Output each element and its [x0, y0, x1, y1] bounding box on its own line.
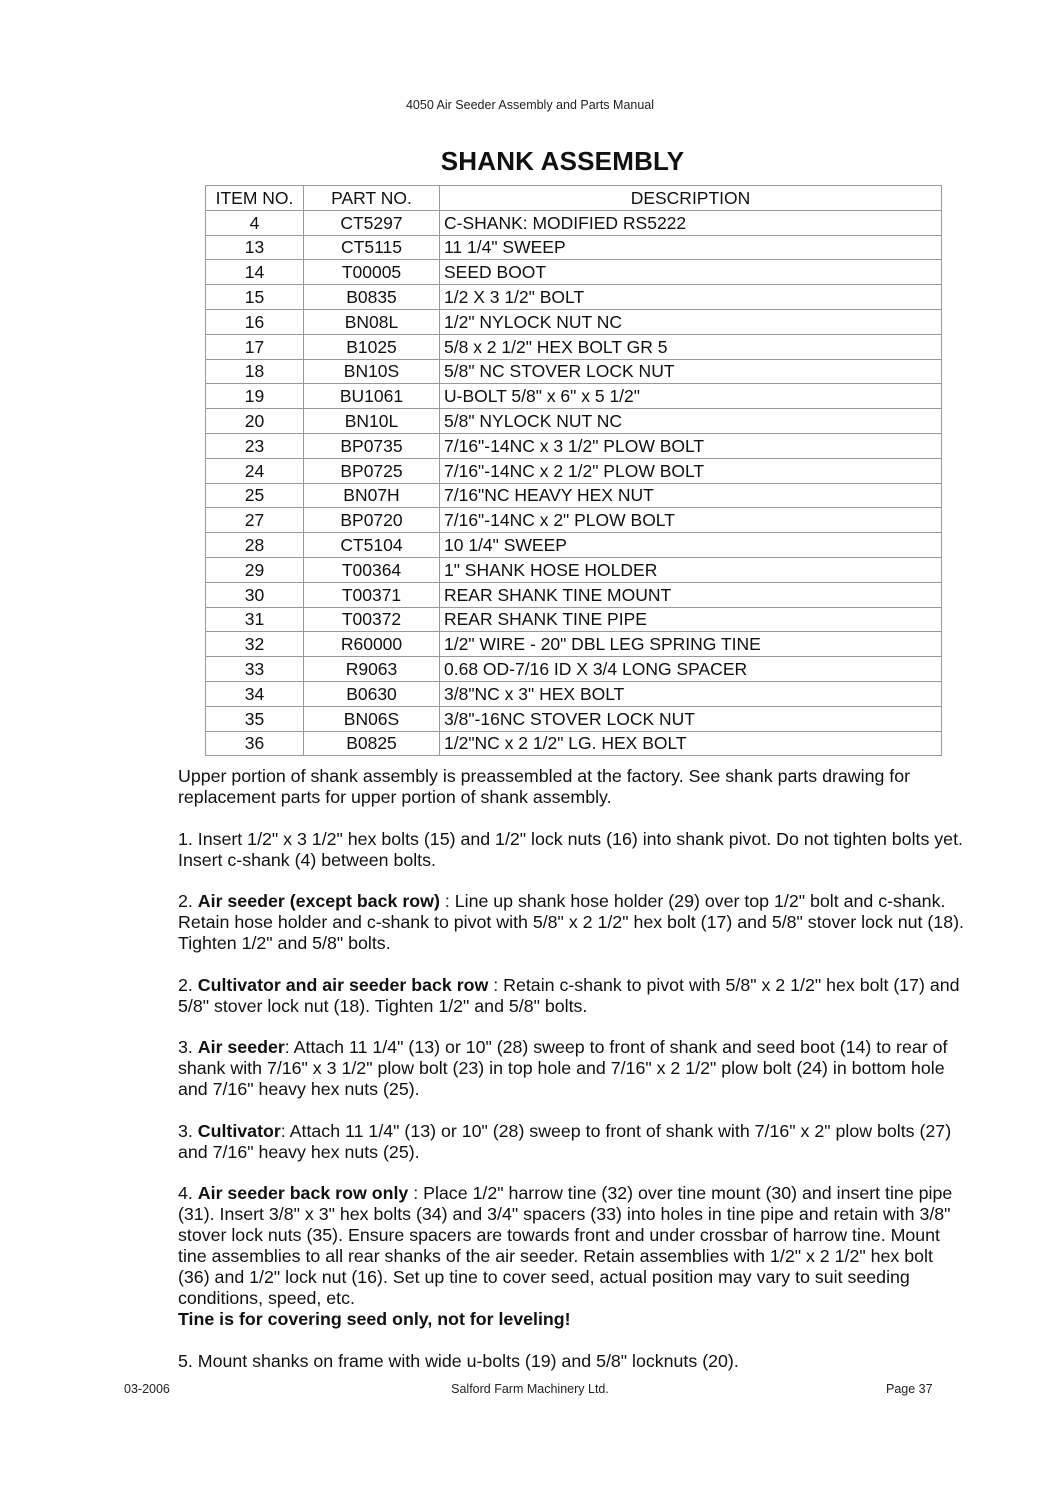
item-no-cell: 35	[206, 706, 304, 731]
description-cell: 1/2" WIRE - 20" DBL LEG SPRING TINE	[440, 632, 942, 657]
table-row	[206, 657, 942, 682]
description-cell: 7/16"NC HEAVY HEX NUT	[440, 483, 942, 508]
description-cell: 11 1/4" SWEEP	[440, 235, 942, 260]
part-no-cell: B0630	[304, 681, 440, 706]
description-cell: 0.68 OD-7/16 ID X 3/4 LONG SPACER	[440, 657, 942, 682]
item-no-cell: 32	[206, 632, 304, 657]
footer-date: 03-2006	[124, 1382, 170, 1396]
instruction-paragraph	[178, 1037, 968, 1100]
column-header-description: DESCRIPTION	[440, 186, 942, 211]
table-row	[206, 285, 942, 310]
table-row	[206, 309, 942, 334]
item-no-cell: 24	[206, 458, 304, 483]
part-no-cell: B0825	[304, 731, 440, 756]
description-cell: U-BOLT 5/8" x 6" x 5 1/2"	[440, 384, 942, 409]
instruction-paragraph	[178, 1351, 968, 1372]
item-no-cell: 25	[206, 483, 304, 508]
parts-table-body	[206, 210, 942, 756]
item-no-cell: 30	[206, 582, 304, 607]
description-cell: 10 1/4" SWEEP	[440, 533, 942, 558]
step-text: 5. Mount shanks on frame with wide u-bolts (19) and 5/8" locknuts (20).	[178, 1350, 739, 1371]
description-cell: REAR SHANK TINE MOUNT	[440, 582, 942, 607]
description-cell: 3/8"NC x 3" HEX BOLT	[440, 681, 942, 706]
step-heading: Cultivator and air seeder back row	[197, 974, 489, 995]
item-no-cell: 27	[206, 508, 304, 533]
table-row	[206, 235, 942, 260]
description-cell: 7/16"-14NC x 3 1/2" PLOW BOLT	[440, 433, 942, 458]
part-no-cell: T00005	[304, 260, 440, 285]
description-cell: 7/16"-14NC x 2" PLOW BOLT	[440, 508, 942, 533]
footer-page-number: Page 37	[886, 1382, 933, 1396]
description-cell: 5/8" NC STOVER LOCK NUT	[440, 359, 942, 384]
part-no-cell: BN08L	[304, 309, 440, 334]
item-no-cell: 28	[206, 533, 304, 558]
description-cell: 1" SHANK HOSE HOLDER	[440, 557, 942, 582]
item-no-cell: 13	[206, 235, 304, 260]
step-text: : Attach 11 1/4" (13) or 10" (28) sweep to front of shank and seed boot (14) to rear of shank with 7/16" x 3 1/2" plow bolt (23) in top hole and 7/16" x 2 1/2" plow bolt (24) in bottom hole and 7/16" heavy hex nuts (25).	[178, 1037, 948, 1099]
part-no-cell: T00371	[304, 582, 440, 607]
item-no-cell: 19	[206, 384, 304, 409]
description-cell: 1/2" NYLOCK NUT NC	[440, 309, 942, 334]
step-warning: Tine is for covering seed only, not for leveling!	[178, 1309, 571, 1329]
page-title: SHANK ASSEMBLY	[440, 146, 685, 176]
step-number: 2.	[178, 891, 198, 911]
part-no-cell: B1025	[304, 334, 440, 359]
instruction-paragraph	[178, 975, 968, 1017]
item-no-cell: 23	[206, 433, 304, 458]
table-row	[206, 557, 942, 582]
instruction-paragraph	[178, 891, 968, 954]
item-no-cell: 18	[206, 359, 304, 384]
header-manual-title: 4050 Air Seeder Assembly and Parts Manual	[405, 98, 655, 112]
part-no-cell: BN06S	[304, 706, 440, 731]
step-text: Upper portion of shank assembly is preassembled at the factory. See shank parts drawing for replacement parts for upper portion of shank assembly.	[178, 766, 911, 807]
column-header-part-no: PART NO.	[304, 186, 440, 211]
description-cell: 5/8 x 2 1/2" HEX BOLT GR 5	[440, 334, 942, 359]
description-cell: 1/2 X 3 1/2" BOLT	[440, 285, 942, 310]
part-no-cell: BN10L	[304, 409, 440, 434]
step-text: : Place 1/2" harrow tine (32) over tine mount (30) and insert tine pipe (31). Insert 3/8" x 3" hex bolts (34) and 3/4" spacers (33) into holes in tine pipe and retain with 3/8" stover lock nuts (35). Ensure spacers are towards front and under crossbar of harrow tine. Mount tine assemblies to all rear shanks of the air seeder. Retain assemblies with 1/2" x 2 1/2" hex bolt (36) and 1/2" lock nut (16). Set up tine to cover seed, actual position may vary to suit seeding conditions, speed, etc.	[178, 1183, 953, 1308]
description-cell: 3/8"-16NC STOVER LOCK NUT	[440, 706, 942, 731]
item-no-cell: 36	[206, 731, 304, 756]
description-cell: SEED BOOT	[440, 260, 942, 285]
instruction-paragraph	[178, 1121, 968, 1163]
step-text: : Retain c-shank to pivot with 5/8" x 2 1/2" hex bolt (17) and 5/8" stover lock nut (18). Tighten 1/2" and 5/8" bolts.	[178, 974, 960, 1016]
instruction-paragraph	[178, 766, 968, 808]
table-row	[206, 706, 942, 731]
item-no-cell: 4	[206, 210, 304, 235]
part-no-cell: CT5104	[304, 533, 440, 558]
part-no-cell: B0835	[304, 285, 440, 310]
instruction-paragraph	[178, 829, 968, 871]
step-heading: Cultivator	[197, 1120, 281, 1141]
table-row	[206, 409, 942, 434]
table-header-row	[206, 186, 942, 211]
part-no-cell: T00372	[304, 607, 440, 632]
step-heading: Air seeder (except back row)	[197, 891, 440, 911]
item-no-cell: 31	[206, 607, 304, 632]
table-row	[206, 731, 942, 756]
item-no-cell: 29	[206, 557, 304, 582]
table-row	[206, 458, 942, 483]
table-row	[206, 210, 942, 235]
item-no-cell: 16	[206, 309, 304, 334]
instructions-text	[178, 766, 968, 1392]
step-text: : Attach 11 1/4" (13) or 10" (28) sweep to front of shank with 7/16" x 2" plow bolts (27) and 7/16" heavy hex nuts (25).	[178, 1120, 952, 1162]
footer-company: Salford Farm Machinery Ltd.	[451, 1382, 609, 1396]
description-cell: 1/2"NC x 2 1/2" LG. HEX BOLT	[440, 731, 942, 756]
part-no-cell: CT5297	[304, 210, 440, 235]
instruction-paragraph	[178, 1183, 968, 1330]
description-cell: C-SHANK: MODIFIED RS5222	[440, 210, 942, 235]
item-no-cell: 33	[206, 657, 304, 682]
part-no-cell: R9063	[304, 657, 440, 682]
part-no-cell: T00364	[304, 557, 440, 582]
step-text: 1. Insert 1/2" x 3 1/2" hex bolts (15) and 1/2" lock nuts (16) into shank pivot. Do not tighten bolts yet. Insert c-shank (4) between bolts.	[178, 828, 963, 870]
table-row	[206, 384, 942, 409]
step-number: 4.	[178, 1183, 198, 1203]
part-no-cell: BP0720	[304, 508, 440, 533]
table-row	[206, 483, 942, 508]
part-no-cell: R60000	[304, 632, 440, 657]
description-cell: REAR SHANK TINE PIPE	[440, 607, 942, 632]
part-no-cell: BU1061	[304, 384, 440, 409]
table-row	[206, 607, 942, 632]
step-number: 3.	[178, 1120, 198, 1141]
table-row	[206, 681, 942, 706]
part-no-cell: BN07H	[304, 483, 440, 508]
step-number: 3.	[178, 1037, 198, 1057]
step-text: : Line up shank hose holder (29) over top 1/2" bolt and c-shank. Retain hose holder and c-shank to pivot with 5/8" x 2 1/2" hex bolt (17) and 5/8" stover lock nut (18). Tighten 1/2" and 5/8" bolts.	[178, 891, 964, 953]
part-no-cell: CT5115	[304, 235, 440, 260]
table-row	[206, 508, 942, 533]
description-cell: 7/16"-14NC x 2 1/2" PLOW BOLT	[440, 458, 942, 483]
item-no-cell: 14	[206, 260, 304, 285]
item-no-cell: 20	[206, 409, 304, 434]
description-cell: 5/8" NYLOCK NUT NC	[440, 409, 942, 434]
table-row	[206, 533, 942, 558]
column-header-item-no: ITEM NO.	[206, 186, 304, 211]
item-no-cell: 17	[206, 334, 304, 359]
step-heading: Air seeder back row only	[197, 1183, 409, 1203]
parts-table	[205, 185, 942, 756]
item-no-cell: 15	[206, 285, 304, 310]
item-no-cell: 34	[206, 681, 304, 706]
table-row	[206, 582, 942, 607]
table-row	[206, 260, 942, 285]
table-row	[206, 632, 942, 657]
part-no-cell: BP0735	[304, 433, 440, 458]
part-no-cell: BP0725	[304, 458, 440, 483]
step-number: 2.	[178, 974, 198, 995]
part-no-cell: BN10S	[304, 359, 440, 384]
step-heading: Air seeder	[197, 1037, 285, 1057]
table-row	[206, 433, 942, 458]
table-row	[206, 359, 942, 384]
table-row	[206, 334, 942, 359]
